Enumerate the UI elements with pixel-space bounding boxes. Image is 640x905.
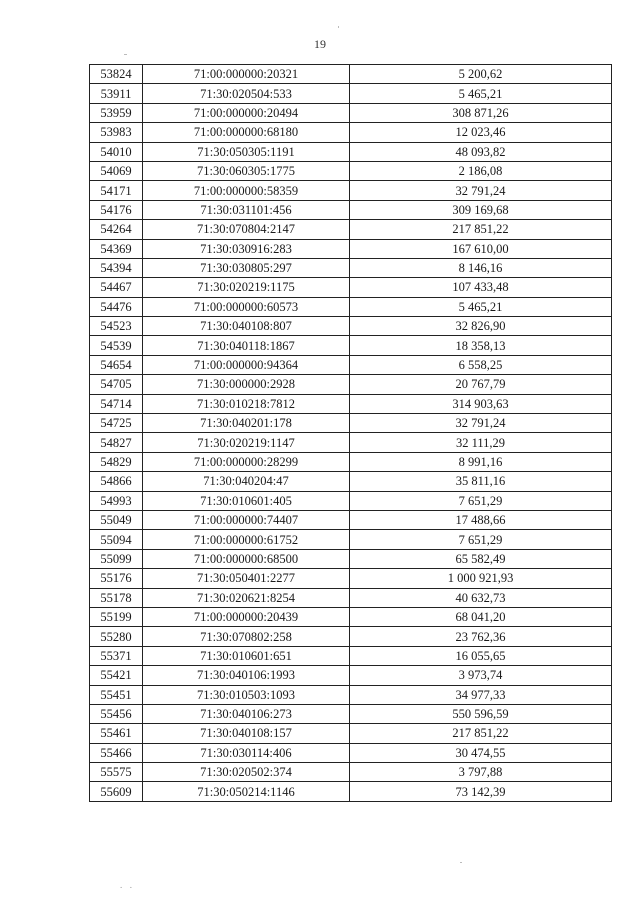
table-row [90,220,612,239]
cadastral-number-cell: 71:00:000000:74407 [143,510,350,529]
amount-cell: 3 973,74 [350,666,612,685]
row-number-cell: 55466 [90,743,143,762]
cadastral-number-cell: 71:30:010218:7812 [143,394,350,413]
row-number-cell: 54993 [90,491,143,510]
row-number-cell: 54654 [90,355,143,374]
cadastral-number-cell: 71:30:070802:258 [143,627,350,646]
row-number-cell: 54827 [90,433,143,452]
cadastral-number-cell: 71:30:060305:1775 [143,161,350,180]
cadastral-number-cell: 71:30:050305:1191 [143,142,350,161]
amount-cell: 7 651,29 [350,530,612,549]
table-row [90,181,612,200]
table-row [90,142,612,161]
row-number-cell: 55609 [90,782,143,801]
cadastral-number-cell: 71:30:040201:178 [143,414,350,433]
table-row [90,375,612,394]
row-number-cell: 54476 [90,297,143,316]
cadastral-number-cell: 71:00:000000:68500 [143,549,350,568]
table-row [90,510,612,529]
table-row [90,239,612,258]
amount-cell: 23 762,36 [350,627,612,646]
table-row [90,161,612,180]
cadastral-number-cell: 71:30:040106:273 [143,704,350,723]
registry-table-body [90,65,612,802]
table-row [90,782,612,801]
cadastral-number-cell: 71:30:020502:374 [143,763,350,782]
cadastral-number-cell: 71:30:010601:651 [143,646,350,665]
table-row [90,297,612,316]
table-row [90,200,612,219]
row-number-cell: 54467 [90,278,143,297]
table-row [90,65,612,84]
amount-cell: 17 488,66 [350,510,612,529]
cadastral-number-cell: 71:30:040108:807 [143,317,350,336]
row-number-cell: 54725 [90,414,143,433]
amount-cell: 68 041,20 [350,607,612,626]
row-number-cell: 55049 [90,510,143,529]
table-row [90,472,612,491]
amount-cell: 73 142,39 [350,782,612,801]
amount-cell: 550 596,59 [350,704,612,723]
row-number-cell: 54714 [90,394,143,413]
cadastral-number-cell: 71:00:000000:68180 [143,123,350,142]
cadastral-number-cell: 71:00:000000:28299 [143,452,350,471]
cadastral-number-cell: 71:30:020621:8254 [143,588,350,607]
amount-cell: 32 791,24 [350,181,612,200]
amount-cell: 16 055,65 [350,646,612,665]
table-row [90,278,612,297]
cadastral-number-cell: 71:00:000000:20321 [143,65,350,84]
cadastral-number-cell: 71:00:000000:94364 [143,355,350,374]
row-number-cell: 53911 [90,84,143,103]
amount-cell: 309 169,68 [350,200,612,219]
table-row [90,627,612,646]
cadastral-number-cell: 71:30:030916:283 [143,239,350,258]
row-number-cell: 54829 [90,452,143,471]
amount-cell: 2 186,08 [350,161,612,180]
cadastral-number-cell: 71:30:030805:297 [143,258,350,277]
amount-cell: 34 977,33 [350,685,612,704]
row-number-cell: 54539 [90,336,143,355]
table-row [90,666,612,685]
cadastral-number-cell: 71:30:040106:1993 [143,666,350,685]
row-number-cell: 55421 [90,666,143,685]
amount-cell: 167 610,00 [350,239,612,258]
table-row [90,491,612,510]
row-number-cell: 54010 [90,142,143,161]
row-number-cell: 55176 [90,569,143,588]
amount-cell: 107 433,48 [350,278,612,297]
amount-cell: 6 558,25 [350,355,612,374]
cadastral-number-cell: 71:00:000000:20494 [143,103,350,122]
table-row [90,336,612,355]
cadastral-number-cell: 71:00:000000:20439 [143,607,350,626]
row-number-cell: 54369 [90,239,143,258]
row-number-cell: 55280 [90,627,143,646]
row-number-cell: 54171 [90,181,143,200]
cadastral-number-cell: 71:30:020504:533 [143,84,350,103]
row-number-cell: 55094 [90,530,143,549]
amount-cell: 1 000 921,93 [350,569,612,588]
table-row [90,433,612,452]
row-number-cell: 54394 [90,258,143,277]
amount-cell: 217 851,22 [350,724,612,743]
amount-cell: 5 465,21 [350,84,612,103]
amount-cell: 65 582,49 [350,549,612,568]
table-row [90,569,612,588]
row-number-cell: 55451 [90,685,143,704]
cadastral-number-cell: 71:30:070804:2147 [143,220,350,239]
table-row [90,258,612,277]
amount-cell: 217 851,22 [350,220,612,239]
table-row [90,317,612,336]
amount-cell: 7 651,29 [350,491,612,510]
scan-speck: . . [120,880,133,890]
row-number-cell: 55461 [90,724,143,743]
amount-cell: 8 146,16 [350,258,612,277]
cadastral-number-cell: 71:30:050214:1146 [143,782,350,801]
row-number-cell: 54866 [90,472,143,491]
cadastral-number-cell: 71:00:000000:60573 [143,297,350,316]
table-row [90,530,612,549]
table-row [90,394,612,413]
cadastral-number-cell: 71:30:010601:405 [143,491,350,510]
cadastral-number-cell: 71:30:040118:1867 [143,336,350,355]
table-row [90,414,612,433]
row-number-cell: 54069 [90,161,143,180]
row-number-cell: 55575 [90,763,143,782]
cadastral-number-cell: 71:00:000000:58359 [143,181,350,200]
cadastral-number-cell: 71:30:020219:1175 [143,278,350,297]
table-row [90,103,612,122]
amount-cell: 30 474,55 [350,743,612,762]
amount-cell: 8 991,16 [350,452,612,471]
amount-cell: 314 903,63 [350,394,612,413]
row-number-cell: 54705 [90,375,143,394]
scan-speck [338,26,339,28]
amount-cell: 12 023,46 [350,123,612,142]
table-row [90,123,612,142]
amount-cell: 20 767,79 [350,375,612,394]
table-row [90,704,612,723]
amount-cell: 308 871,26 [350,103,612,122]
amount-cell: 48 093,82 [350,142,612,161]
table-row [90,549,612,568]
cadastral-number-cell: 71:30:040108:157 [143,724,350,743]
amount-cell: 32 791,24 [350,414,612,433]
table-row [90,646,612,665]
amount-cell: 3 797,88 [350,763,612,782]
row-number-cell: 55199 [90,607,143,626]
scan-speck [124,54,127,55]
row-number-cell: 55371 [90,646,143,665]
row-number-cell: 53983 [90,123,143,142]
row-number-cell: 53824 [90,65,143,84]
cadastral-number-cell: 71:30:010503:1093 [143,685,350,704]
amount-cell: 32 111,29 [350,433,612,452]
row-number-cell: 54176 [90,200,143,219]
table-row [90,84,612,103]
table-row [90,743,612,762]
page-number: 19 [314,37,326,51]
registry-table [89,64,612,802]
table-row [90,724,612,743]
amount-cell: 5 465,21 [350,297,612,316]
table-row [90,452,612,471]
amount-cell: 18 358,13 [350,336,612,355]
row-number-cell: 53959 [90,103,143,122]
amount-cell: 5 200,62 [350,65,612,84]
amount-cell: 32 826,90 [350,317,612,336]
amount-cell: 35 811,16 [350,472,612,491]
cadastral-number-cell: 71:30:000000:2928 [143,375,350,394]
table-row [90,355,612,374]
table-row [90,685,612,704]
table-row [90,607,612,626]
cadastral-number-cell: 71:30:050401:2277 [143,569,350,588]
cadastral-number-cell: 71:30:040204:47 [143,472,350,491]
table-row [90,588,612,607]
cadastral-number-cell: 71:00:000000:61752 [143,530,350,549]
amount-cell: 40 632,73 [350,588,612,607]
row-number-cell: 54264 [90,220,143,239]
table-row [90,763,612,782]
row-number-cell: 54523 [90,317,143,336]
cadastral-number-cell: 71:30:030114:406 [143,743,350,762]
cadastral-number-cell: 71:30:031101:456 [143,200,350,219]
cadastral-number-cell: 71:30:020219:1147 [143,433,350,452]
row-number-cell: 55456 [90,704,143,723]
scan-speck [460,862,462,863]
row-number-cell: 55178 [90,588,143,607]
row-number-cell: 55099 [90,549,143,568]
